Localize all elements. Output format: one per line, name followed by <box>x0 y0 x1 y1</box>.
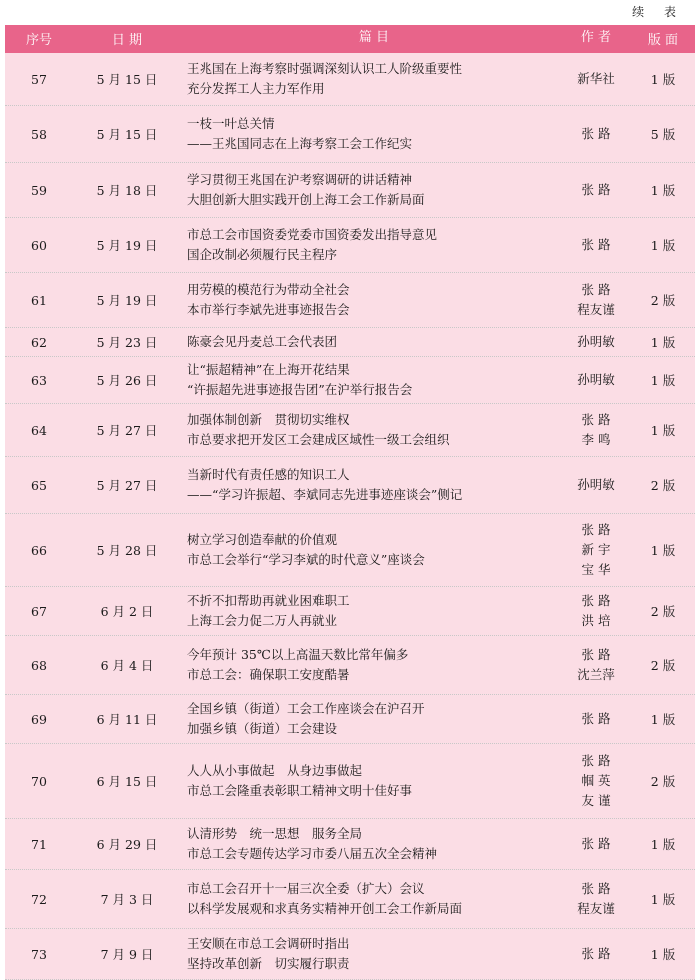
title-line: 充分发挥工人主力军作用 <box>187 81 325 96</box>
row-title <box>181 591 561 631</box>
table-header <box>5 25 695 51</box>
title-line: ——王兆国同志在上海考察工会工作纪实 <box>187 136 413 151</box>
title-line: 王安顺在市总工会调研时指出 <box>187 936 350 951</box>
row-author <box>561 645 631 685</box>
row-author <box>561 280 631 320</box>
row-date: 6 月 15 日 <box>96 774 158 789</box>
row-title <box>181 465 561 505</box>
author-name: 张 路 <box>581 412 611 427</box>
row-title <box>181 280 561 320</box>
title-line: 本市举行李斌先进事迹报告会 <box>187 302 350 317</box>
row-date: 5 月 19 日 <box>96 238 158 253</box>
author-name: 友 谨 <box>581 793 611 808</box>
header-no: 序号 <box>25 32 52 48</box>
author-name: 张 路 <box>581 946 611 961</box>
author-name: 孙明敏 <box>577 477 615 492</box>
table-row <box>5 404 695 457</box>
row-date: 6 月 11 日 <box>96 712 158 727</box>
title-line: 不折不扣帮助再就业困难职工 <box>187 593 350 608</box>
author-name: 孙明敏 <box>577 334 615 349</box>
row-number: 64 <box>31 422 47 438</box>
row-author <box>561 751 631 811</box>
title-line: 当新时代有责任感的知识工人 <box>187 467 350 482</box>
title-line: 认清形势 统一思想 服务全局 <box>187 826 363 841</box>
row-date: 5 月 26 日 <box>96 373 158 388</box>
author-name: 张 路 <box>581 237 611 252</box>
table-row <box>5 744 695 819</box>
row-page: 1 版 <box>650 543 676 558</box>
row-page: 2 版 <box>650 293 676 308</box>
table-row <box>5 273 695 328</box>
title-line: 坚持改革创新 切实履行职责 <box>187 956 350 971</box>
row-title <box>181 360 561 400</box>
title-line: 国企改制必须履行民主程序 <box>187 247 338 262</box>
row-page: 1 版 <box>650 892 676 907</box>
row-title <box>181 879 561 919</box>
row-author <box>561 944 631 964</box>
row-date: 5 月 15 日 <box>96 72 158 87</box>
row-author <box>561 235 631 255</box>
title-line: 一枝一叶总关情 <box>187 116 275 131</box>
title-line: 人人从小事做起 从身边事做起 <box>187 763 363 778</box>
row-title <box>181 114 561 154</box>
row-number: 69 <box>31 711 47 727</box>
row-page: 1 版 <box>650 72 676 87</box>
row-page: 2 版 <box>650 478 676 493</box>
row-page: 1 版 <box>650 837 676 852</box>
table-row <box>5 929 695 980</box>
row-number: 71 <box>31 836 47 852</box>
row-title <box>181 410 561 450</box>
table-row <box>5 106 695 163</box>
row-number: 65 <box>31 477 47 493</box>
title-line: ——“学习许振超、李斌同志先进事迹座谈会”侧记 <box>187 487 463 502</box>
row-date: 5 月 19 日 <box>96 293 158 308</box>
header-page: 版 面 <box>647 32 679 48</box>
header-author: 作 者 <box>580 30 612 45</box>
row-number: 58 <box>31 126 47 142</box>
title-line: 学习贯彻王兆国在沪考察调研的讲话精神 <box>187 172 413 187</box>
title-line: 树立学习创造奉献的价值观 <box>187 532 338 547</box>
author-name: 张 路 <box>581 126 611 141</box>
row-number: 61 <box>31 292 47 308</box>
author-name: 沈兰萍 <box>577 667 615 682</box>
row-author <box>561 591 631 631</box>
title-line: 大胆创新大胆实践开创上海工会工作新局面 <box>187 192 425 207</box>
row-title <box>181 170 561 210</box>
table-row <box>5 514 695 587</box>
table-row <box>5 328 695 357</box>
title-line: 市总工会召开十一届三次全委（扩大）会议 <box>187 881 425 896</box>
row-title <box>181 934 561 974</box>
title-line: 市总要求把开发区工会建成区域性一级工会组织 <box>187 432 450 447</box>
author-name: 张 路 <box>581 647 611 662</box>
row-page: 1 版 <box>650 423 676 438</box>
table-body <box>5 51 695 980</box>
row-date: 6 月 2 日 <box>100 604 154 619</box>
author-name: 张 路 <box>581 182 611 197</box>
title-line: 市总工会：确保职工安度酷暑 <box>187 667 350 682</box>
author-name: 帼 英 <box>581 773 611 788</box>
title-line: 陈豪会见丹麦总工会代表团 <box>187 334 338 349</box>
table-row <box>5 819 695 870</box>
row-number: 57 <box>31 71 47 87</box>
author-name: 张 路 <box>581 282 611 297</box>
table-row <box>5 357 695 404</box>
row-date: 5 月 28 日 <box>96 543 158 558</box>
author-name: 新华社 <box>577 71 615 86</box>
table-row <box>5 870 695 929</box>
row-title <box>181 645 561 685</box>
row-page: 1 版 <box>650 947 676 962</box>
author-name: 张 路 <box>581 753 611 768</box>
row-number: 63 <box>31 372 47 388</box>
author-name: 洪 培 <box>581 613 611 628</box>
row-number: 70 <box>31 773 47 789</box>
row-date: 6 月 4 日 <box>100 658 154 673</box>
row-page: 2 版 <box>650 658 676 673</box>
row-page: 1 版 <box>650 335 676 350</box>
author-name: 张 路 <box>581 593 611 608</box>
row-date: 7 月 9 日 <box>100 947 154 962</box>
row-title <box>181 761 561 801</box>
row-number: 59 <box>31 182 47 198</box>
table-row <box>5 695 695 744</box>
title-line: 市总工会市国资委党委市国资委发出指导意见 <box>187 227 438 242</box>
row-date: 5 月 18 日 <box>96 183 158 198</box>
row-author <box>561 475 631 495</box>
title-line: 市总工会专题传达学习市委八届五次全会精神 <box>187 846 438 861</box>
row-author <box>561 370 631 390</box>
row-number: 60 <box>31 237 47 253</box>
row-page: 5 版 <box>650 127 676 142</box>
row-page: 1 版 <box>650 238 676 253</box>
author-name: 孙明敏 <box>577 372 615 387</box>
row-author <box>561 69 631 89</box>
row-date: 5 月 27 日 <box>96 423 158 438</box>
author-name: 张 路 <box>581 836 611 851</box>
title-line: 市总工会隆重表彰职工精神文明十佳好事 <box>187 783 413 798</box>
row-author <box>561 709 631 729</box>
title-line: 用劳模的模范行为带动全社会 <box>187 282 350 297</box>
row-title <box>181 59 561 99</box>
table-row <box>5 218 695 273</box>
header-title: 篇 目 <box>358 30 390 45</box>
table-row <box>5 457 695 514</box>
author-name: 程友谨 <box>577 901 615 916</box>
table-row <box>5 51 695 106</box>
title-line: “许振超先进事迹报告团”在沪举行报告会 <box>187 382 413 397</box>
author-name: 张 路 <box>581 881 611 896</box>
row-title <box>181 699 561 739</box>
title-line: 市总工会举行“学习李斌的时代意义”座谈会 <box>187 552 425 567</box>
row-author <box>561 520 631 580</box>
table-row <box>5 587 695 636</box>
row-title <box>181 824 561 864</box>
row-title <box>181 332 561 352</box>
row-number: 68 <box>31 657 47 673</box>
row-number: 66 <box>31 542 47 558</box>
row-number: 72 <box>31 891 47 907</box>
row-page: 2 版 <box>650 604 676 619</box>
author-name: 宝 华 <box>581 562 611 577</box>
row-author <box>561 834 631 854</box>
row-page: 1 版 <box>650 373 676 388</box>
row-author <box>561 879 631 919</box>
row-date: 5 月 23 日 <box>96 335 158 350</box>
row-number: 73 <box>31 946 47 962</box>
row-author <box>561 180 631 200</box>
author-name: 新 宇 <box>581 542 611 557</box>
table-row <box>5 636 695 695</box>
author-name: 张 路 <box>581 522 611 537</box>
title-line: 让“振超精神”在上海开花结果 <box>187 362 350 377</box>
row-author <box>561 332 631 352</box>
row-page: 1 版 <box>650 712 676 727</box>
row-title <box>181 225 561 265</box>
row-page: 2 版 <box>650 774 676 789</box>
row-date: 7 月 3 日 <box>100 892 154 907</box>
title-line: 加强乡镇（街道）工会建设 <box>187 721 338 736</box>
header-date: 日 期 <box>111 32 143 48</box>
row-page: 1 版 <box>650 183 676 198</box>
row-author <box>561 124 631 144</box>
row-date: 5 月 27 日 <box>96 478 158 493</box>
table-row <box>5 163 695 218</box>
row-date: 5 月 15 日 <box>96 127 158 142</box>
row-title <box>181 530 561 570</box>
title-line: 全国乡镇（街道）工会工作座谈会在沪召开 <box>187 701 425 716</box>
author-name: 李 鸣 <box>581 432 611 447</box>
author-name: 张 路 <box>581 711 611 726</box>
author-name: 程友谨 <box>577 302 615 317</box>
row-number: 62 <box>31 334 47 350</box>
continued-label: 续 表 <box>632 5 684 19</box>
row-author <box>561 410 631 450</box>
row-date: 6 月 29 日 <box>96 837 158 852</box>
index-table <box>5 25 695 980</box>
title-line: 今年预计 35℃以上高温天数比常年偏多 <box>187 647 409 662</box>
title-line: 上海工会力促二万人再就业 <box>187 613 338 628</box>
title-line: 以科学发展观和求真务实精神开创工会工作新局面 <box>187 901 463 916</box>
row-number: 67 <box>31 603 47 619</box>
title-line: 加强体制创新 贯彻切实维权 <box>187 412 350 427</box>
title-line: 王兆国在上海考察时强调深刻认识工人阶级重要性 <box>187 61 463 76</box>
